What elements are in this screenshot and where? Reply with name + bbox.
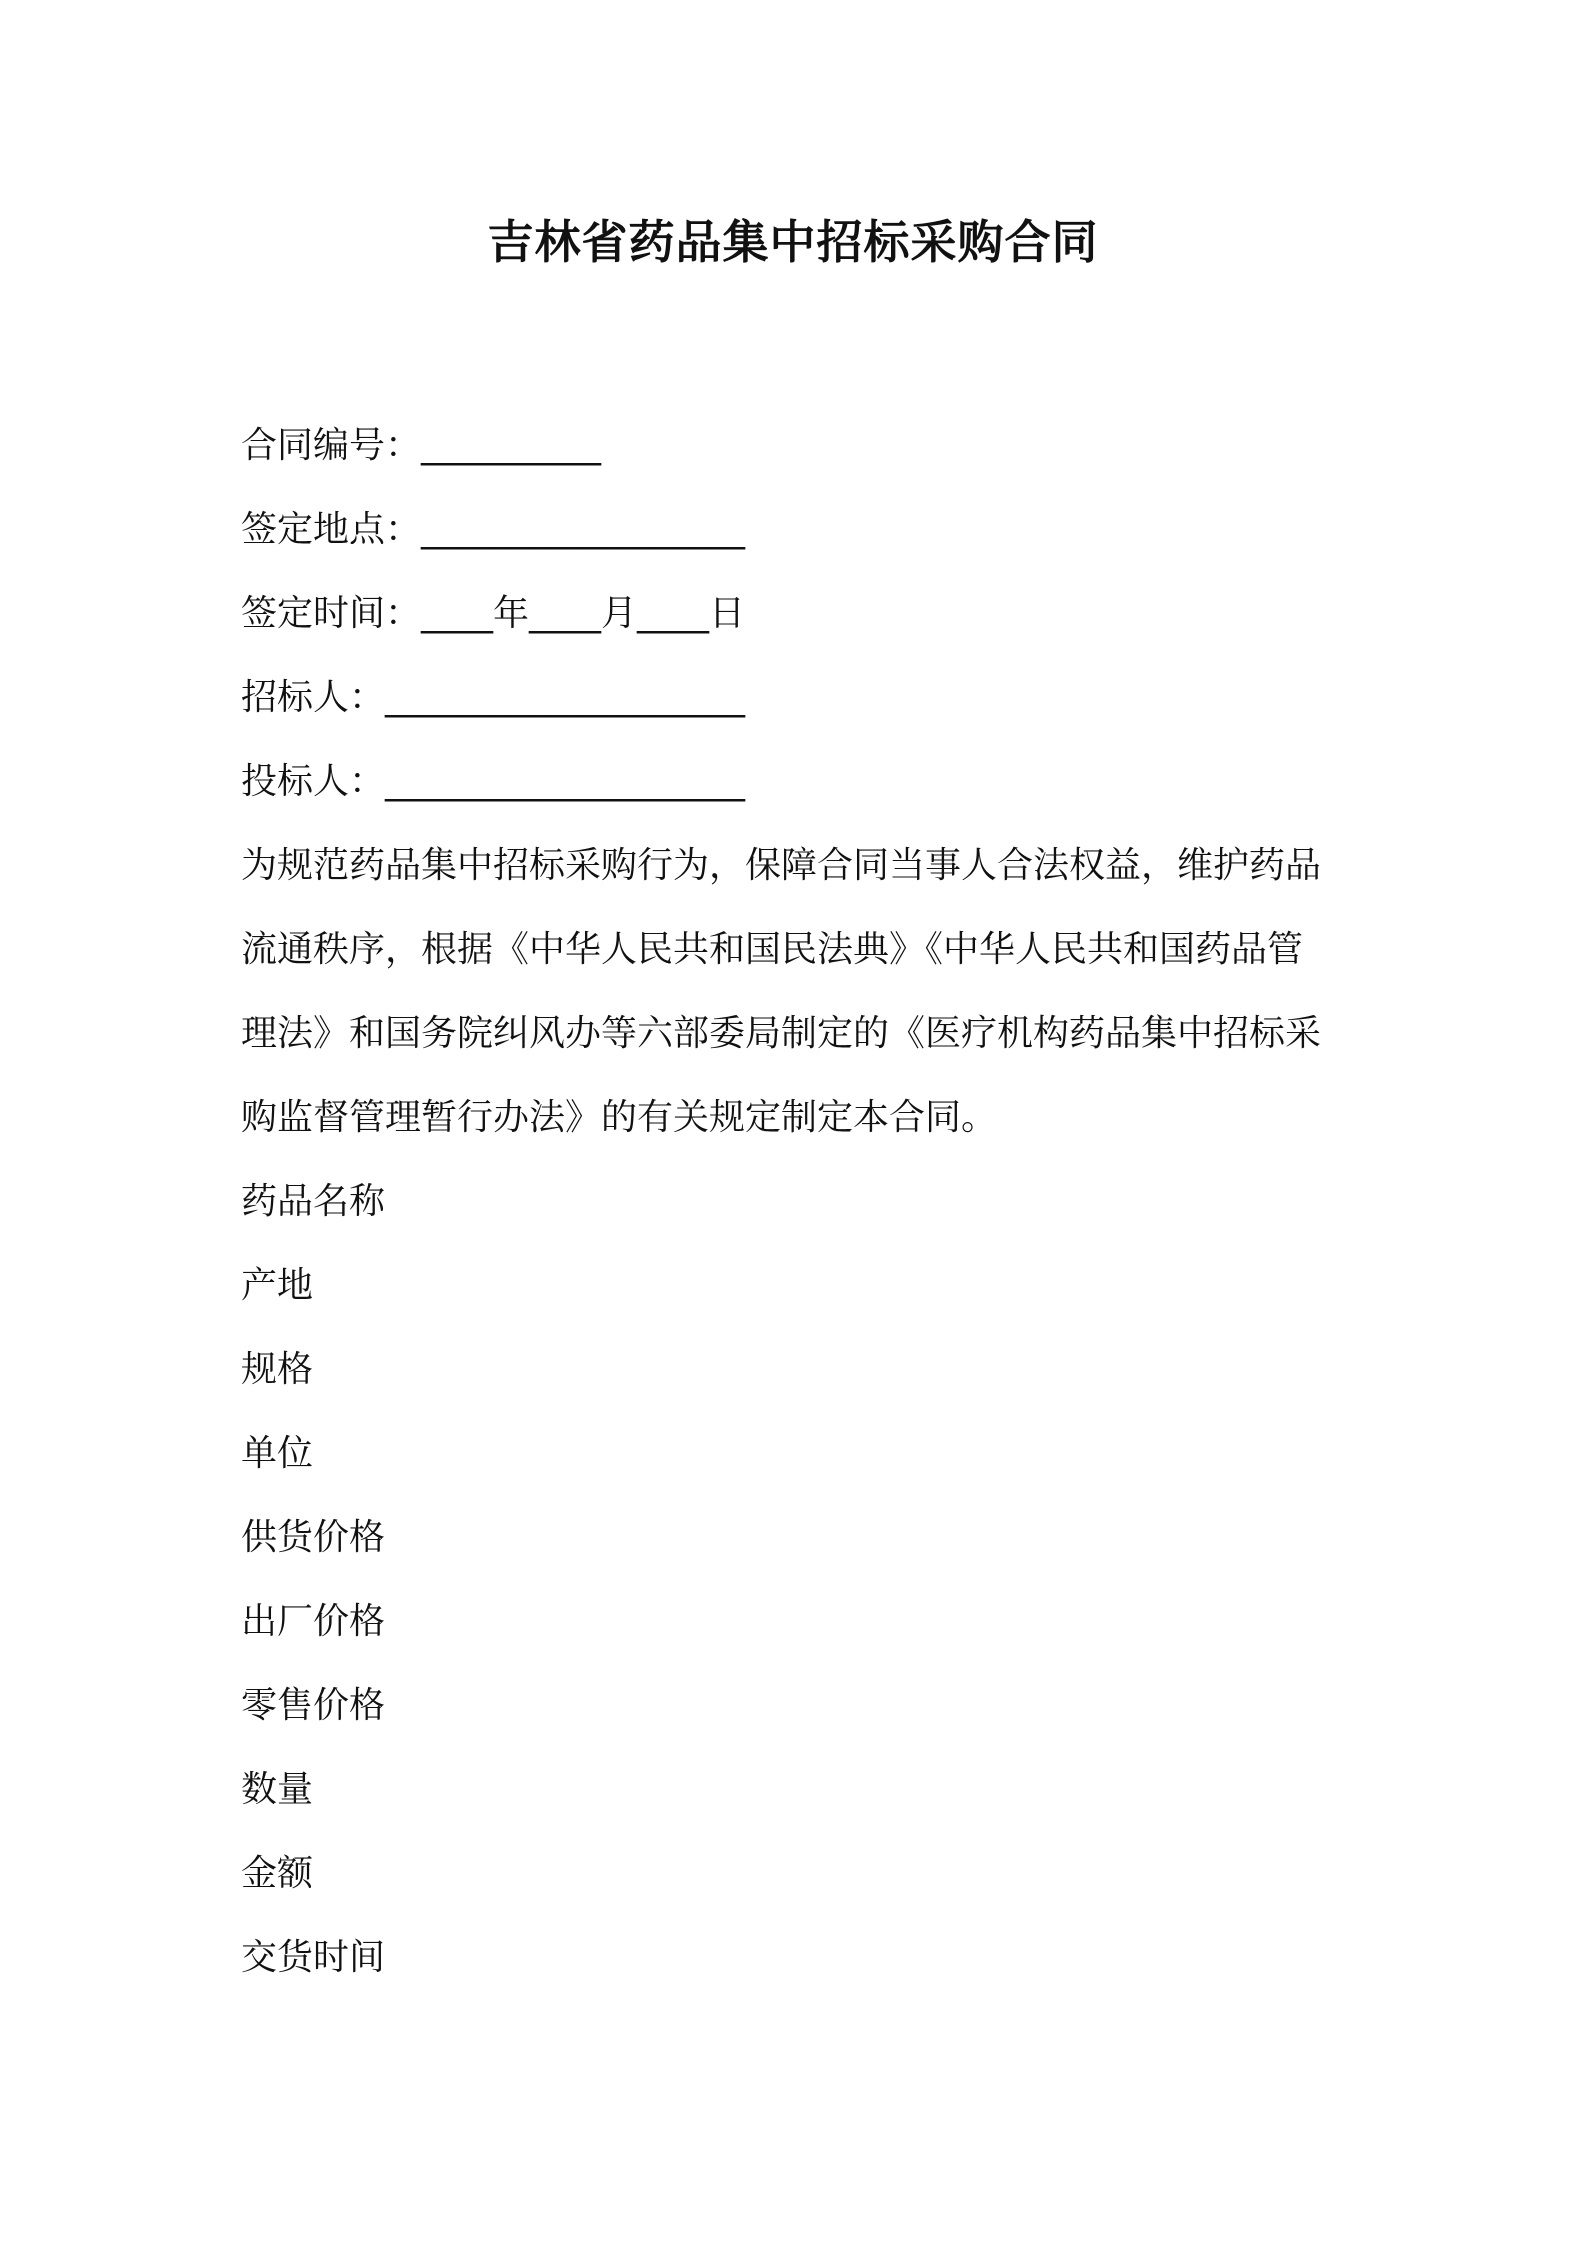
item-field-supply-price: 供货价格: [241, 1517, 386, 1558]
preamble-paragraph: [241, 824, 1351, 1160]
document-title: 吉林省药品集中招标采购合同: [487, 215, 1099, 269]
item-field-retail-price: 零售价格: [241, 1685, 386, 1726]
bidder-field: 投标人：____________________: [241, 761, 746, 802]
contract-number-field: 合同编号：__________: [241, 425, 602, 466]
item-field-factory-price: 出厂价格: [241, 1601, 386, 1642]
tenderer-field: 招标人：____________________: [241, 677, 746, 718]
item-field-origin: 产地: [241, 1265, 314, 1306]
item-field-specification: 规格: [241, 1349, 314, 1390]
item-field-drug-name: 药品名称: [241, 1181, 386, 1222]
item-field-unit: 单位: [241, 1433, 314, 1474]
preamble-line: 流通秩序，根据《中华人民共和国民法典》《中华人民共和国药品管: [241, 929, 1304, 970]
preamble-line: 购监督管理暂行办法》的有关规定制定本合同。: [241, 1097, 998, 1138]
signing-place-field: 签定地点：__________________: [241, 509, 746, 550]
item-field-quantity: 数量: [241, 1769, 314, 1810]
item-field-delivery-time: 交货时间: [241, 1937, 386, 1978]
preamble-line: 为规范药品集中招标采购行为，保障合同当事人合法权益，维护药品: [241, 845, 1322, 886]
preamble-line: 理法》和国务院纠风办等六部委局制定的《医疗机构药品集中招标采: [241, 1013, 1322, 1054]
item-field-amount: 金额: [241, 1853, 314, 1894]
document-body: [241, 404, 1351, 2000]
signing-date-field: 签定时间：____年____月____日: [241, 593, 746, 634]
